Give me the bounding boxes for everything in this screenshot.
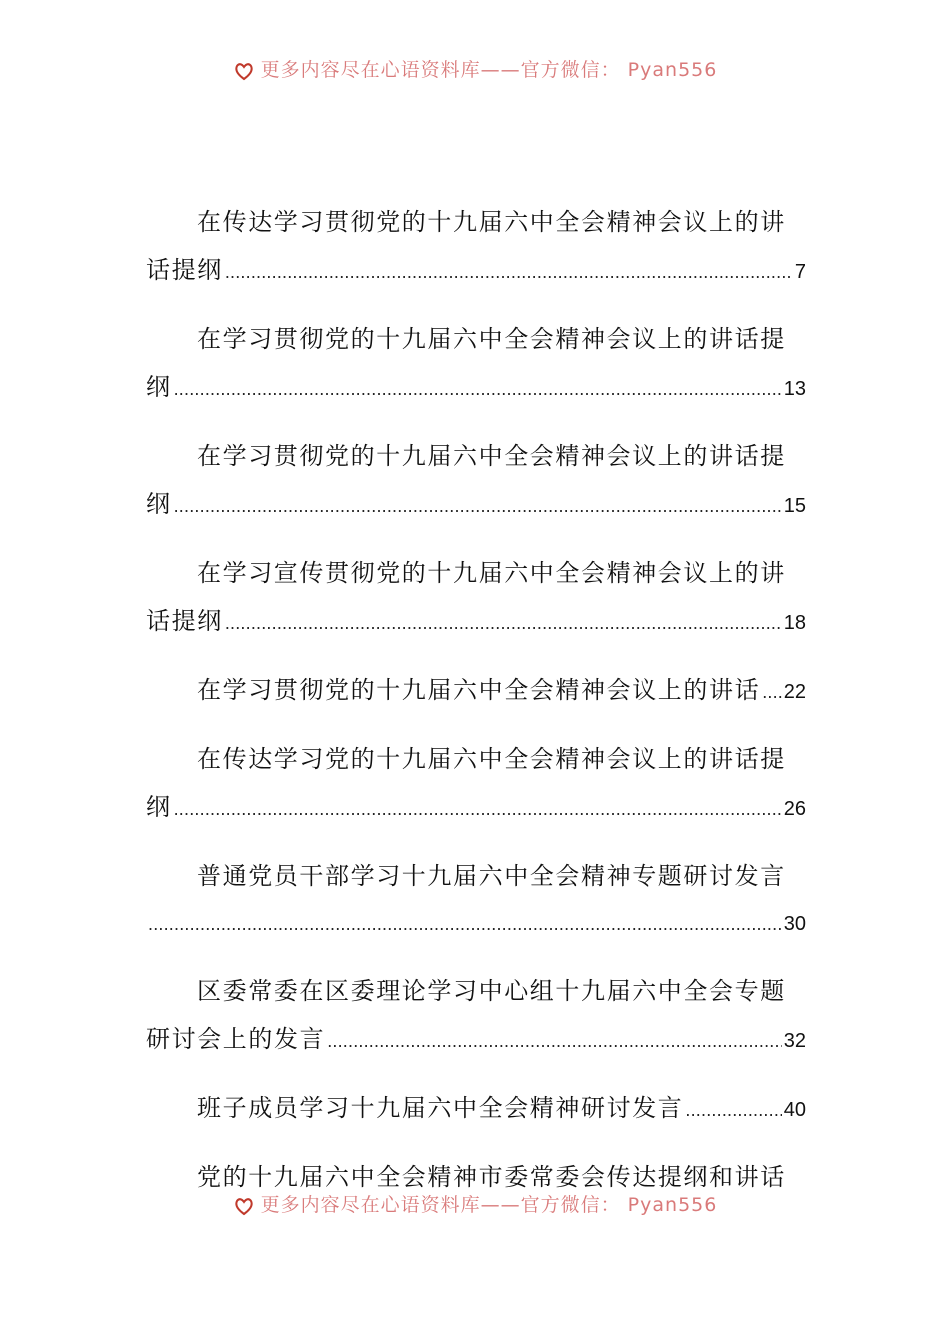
watermark-text: 更多内容尽在心语资料库——官方微信： Pyan556	[260, 59, 718, 81]
heart-logo-icon	[233, 1195, 255, 1217]
dot-leader	[174, 365, 782, 413]
toc-page-number: 32	[783, 1030, 806, 1052]
dot-leader	[174, 482, 782, 530]
toc-entry[interactable]	[146, 666, 806, 716]
toc-entry[interactable]	[146, 198, 806, 296]
dot-leader	[174, 785, 782, 833]
toc-entry-title-cont: 纲	[146, 793, 172, 821]
watermark-text: 更多内容尽在心语资料库——官方微信： Pyan556	[260, 1194, 718, 1216]
toc-entry-title: 党的十九届六中全会精神市委常委会传达提纲和讲话	[197, 1163, 786, 1191]
dot-leader	[225, 599, 782, 647]
toc-entry-title-cont: 纲	[146, 373, 172, 401]
toc-entry[interactable]	[146, 1084, 806, 1134]
table-of-contents	[146, 198, 806, 1220]
toc-page-number: 13	[783, 378, 806, 400]
toc-page-number: 30	[783, 913, 806, 935]
toc-entry-title-cont: 话提纲	[146, 607, 223, 635]
toc-entry-title-cont: 研讨会上的发言	[146, 1025, 326, 1053]
toc-page-number: 7	[794, 261, 806, 283]
toc-entry-title: 在传达学习贯彻党的十九届六中全会精神会议上的讲	[197, 208, 786, 236]
dot-leader	[327, 1017, 782, 1065]
heart-logo-icon	[233, 60, 255, 82]
toc-entry-title: 普通党员干部学习十九届六中全会精神专题研讨发言	[197, 862, 786, 890]
toc-page-number: 40	[783, 1099, 806, 1121]
toc-entry[interactable]	[146, 735, 806, 833]
toc-page-number: 22	[783, 681, 806, 703]
toc-entry-title-cont: 话提纲	[146, 256, 223, 284]
toc-entry[interactable]	[146, 432, 806, 530]
dot-leader	[225, 248, 793, 296]
toc-entry-title: 在学习宣传贯彻党的十九届六中全会精神会议上的讲	[197, 559, 786, 587]
dot-leader	[685, 1086, 781, 1134]
toc-entry[interactable]	[146, 315, 806, 413]
toc-page-number: 15	[783, 495, 806, 517]
toc-entry-title: 在学习贯彻党的十九届六中全会精神会议上的讲话提	[197, 442, 786, 470]
toc-page-number: 18	[783, 612, 806, 634]
dot-leader	[148, 900, 782, 948]
toc-entry-title: 区委常委在区委理论学习中心组十九届六中全会专题	[197, 977, 786, 1005]
toc-entry-title: 在学习贯彻党的十九届六中全会精神会议上的讲话提	[197, 325, 786, 353]
dot-leader	[762, 668, 782, 716]
toc-entry-title-cont: 纲	[146, 490, 172, 518]
toc-entry-title: 在传达学习党的十九届六中全会精神会议上的讲话提	[197, 745, 786, 773]
toc-entry[interactable]	[146, 549, 806, 647]
toc-entry-title: 在学习贯彻党的十九届六中全会精神会议上的讲话	[197, 676, 761, 704]
footer-watermark	[0, 1193, 950, 1217]
header-watermark	[0, 58, 950, 82]
toc-page-number: 26	[783, 798, 806, 820]
toc-entry-title: 班子成员学习十九届六中全会精神研讨发言	[197, 1094, 684, 1122]
toc-entry[interactable]	[146, 967, 806, 1065]
toc-entry[interactable]	[146, 852, 806, 948]
